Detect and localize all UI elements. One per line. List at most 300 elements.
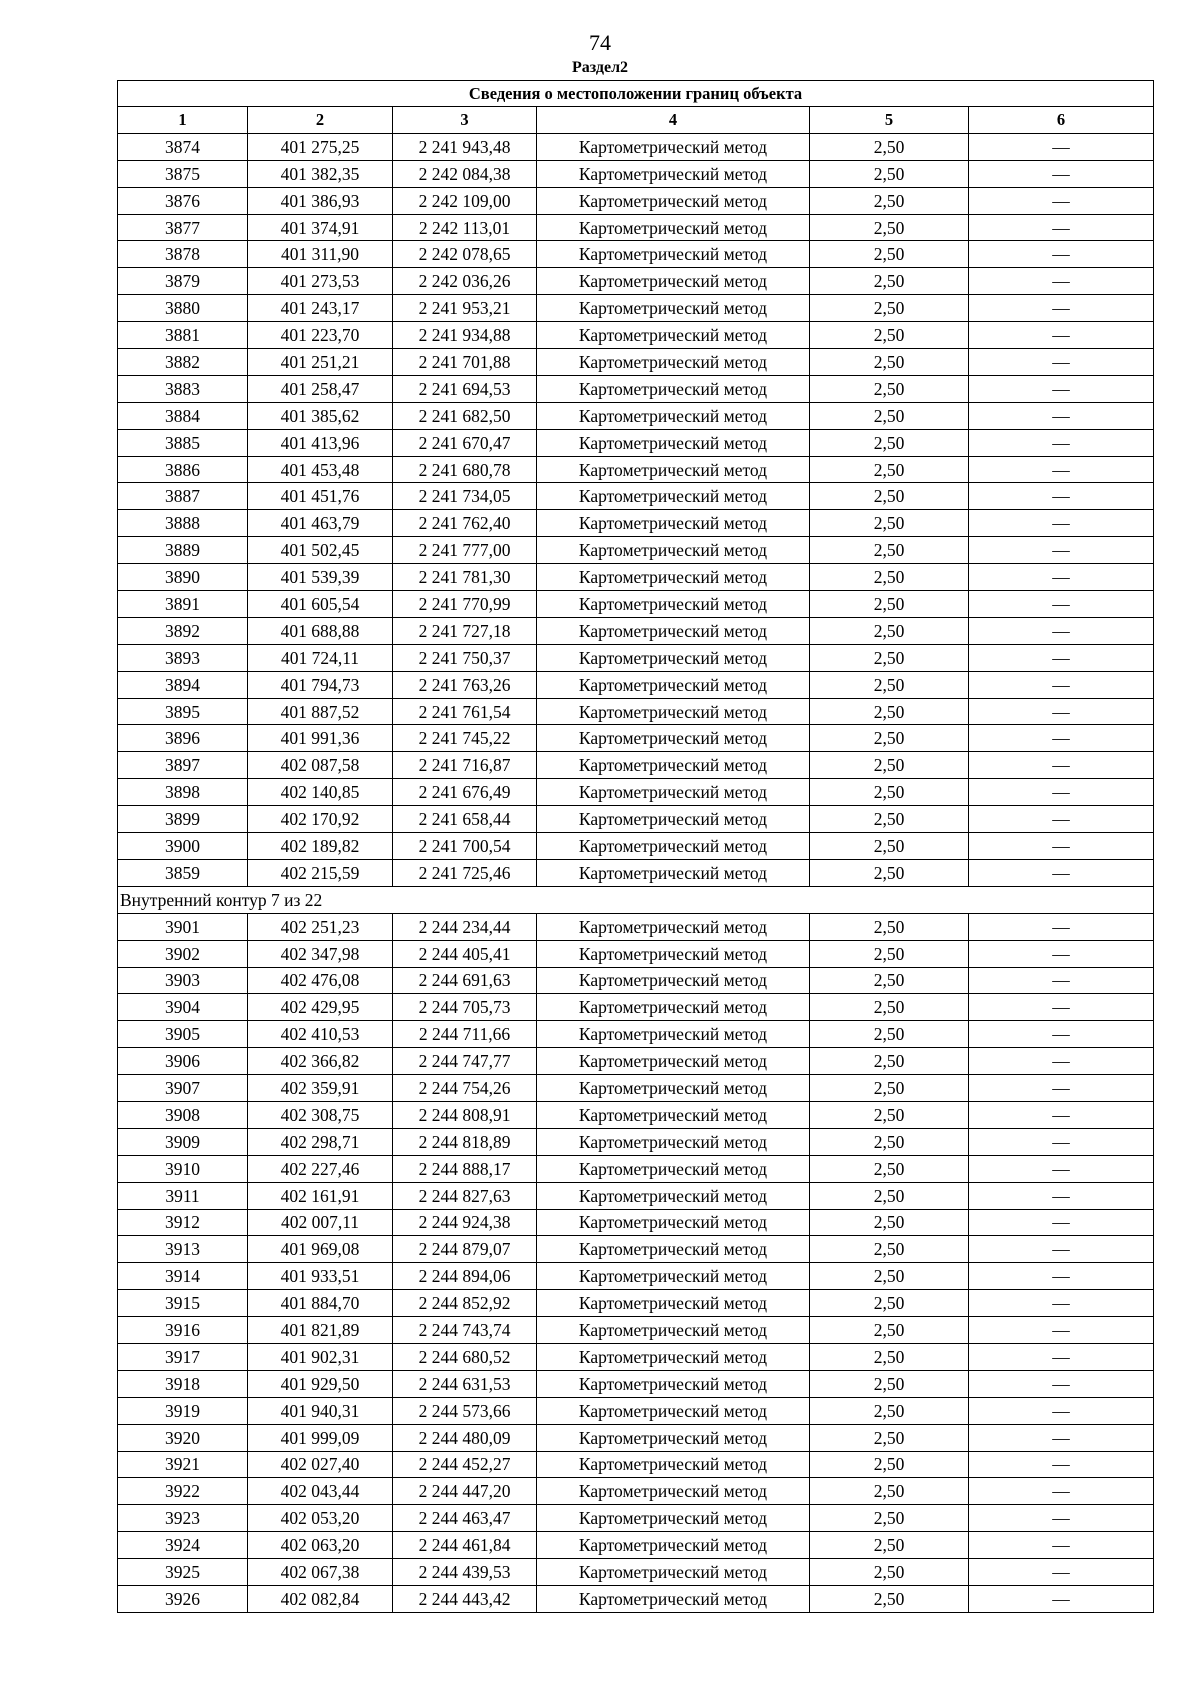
x-coordinate-cell: 401 386,93 bbox=[248, 187, 393, 214]
description-cell: — bbox=[969, 913, 1154, 940]
point-number-cell: 3880 bbox=[118, 295, 248, 322]
y-coordinate-cell: 2 244 754,26 bbox=[393, 1075, 537, 1102]
x-coordinate-cell: 402 027,40 bbox=[248, 1451, 393, 1478]
description-cell: — bbox=[969, 322, 1154, 349]
table-row bbox=[118, 1209, 1154, 1236]
y-coordinate-cell: 2 241 777,00 bbox=[393, 537, 537, 564]
method-cell: Картометрический метод bbox=[537, 1048, 810, 1075]
x-coordinate-cell: 402 087,58 bbox=[248, 752, 393, 779]
accuracy-cell: 2,50 bbox=[810, 133, 969, 160]
accuracy-cell: 2,50 bbox=[810, 833, 969, 860]
x-coordinate-cell: 401 463,79 bbox=[248, 510, 393, 537]
x-coordinate-cell: 402 429,95 bbox=[248, 994, 393, 1021]
y-coordinate-cell: 2 241 781,30 bbox=[393, 564, 537, 591]
method-cell: Картометрический метод bbox=[537, 1128, 810, 1155]
accuracy-cell: 2,50 bbox=[810, 1451, 969, 1478]
y-coordinate-cell: 2 241 725,46 bbox=[393, 859, 537, 886]
description-cell: — bbox=[969, 241, 1154, 268]
description-cell: — bbox=[969, 1505, 1154, 1532]
y-coordinate-cell: 2 244 743,74 bbox=[393, 1317, 537, 1344]
description-cell: — bbox=[969, 1075, 1154, 1102]
point-number-cell: 3912 bbox=[118, 1209, 248, 1236]
y-coordinate-cell: 2 242 078,65 bbox=[393, 241, 537, 268]
accuracy-cell: 2,50 bbox=[810, 1532, 969, 1559]
x-coordinate-cell: 401 311,90 bbox=[248, 241, 393, 268]
table-row bbox=[118, 1182, 1154, 1209]
accuracy-cell: 2,50 bbox=[810, 1370, 969, 1397]
y-coordinate-cell: 2 244 405,41 bbox=[393, 940, 537, 967]
table-row bbox=[118, 1021, 1154, 1048]
y-coordinate-cell: 2 241 694,53 bbox=[393, 375, 537, 402]
accuracy-cell: 2,50 bbox=[810, 483, 969, 510]
method-cell: Картометрический метод bbox=[537, 617, 810, 644]
method-cell: Картометрический метод bbox=[537, 1451, 810, 1478]
point-number-cell: 3925 bbox=[118, 1559, 248, 1586]
method-cell: Картометрический метод bbox=[537, 859, 810, 886]
x-coordinate-cell: 401 275,25 bbox=[248, 133, 393, 160]
y-coordinate-cell: 2 244 443,42 bbox=[393, 1585, 537, 1612]
description-cell: — bbox=[969, 375, 1154, 402]
accuracy-cell: 2,50 bbox=[810, 671, 969, 698]
accuracy-cell: 2,50 bbox=[810, 1101, 969, 1128]
y-coordinate-cell: 2 244 463,47 bbox=[393, 1505, 537, 1532]
point-number-cell: 3904 bbox=[118, 994, 248, 1021]
section-title: Раздел2 bbox=[571, 59, 629, 76]
accuracy-cell: 2,50 bbox=[810, 779, 969, 806]
description-cell: — bbox=[969, 349, 1154, 376]
accuracy-cell: 2,50 bbox=[810, 1343, 969, 1370]
table-row bbox=[118, 698, 1154, 725]
table-row bbox=[118, 1155, 1154, 1182]
point-number-cell: 3877 bbox=[118, 214, 248, 241]
y-coordinate-cell: 2 244 461,84 bbox=[393, 1532, 537, 1559]
description-cell: — bbox=[969, 1532, 1154, 1559]
column-header: 3 bbox=[393, 107, 537, 134]
description-cell: — bbox=[969, 1155, 1154, 1182]
x-coordinate-cell: 402 140,85 bbox=[248, 779, 393, 806]
accuracy-cell: 2,50 bbox=[810, 214, 969, 241]
accuracy-cell: 2,50 bbox=[810, 375, 969, 402]
page-number: 74 bbox=[589, 30, 611, 55]
y-coordinate-cell: 2 242 113,01 bbox=[393, 214, 537, 241]
x-coordinate-cell: 401 929,50 bbox=[248, 1370, 393, 1397]
x-coordinate-cell: 401 385,62 bbox=[248, 402, 393, 429]
point-number-cell: 3882 bbox=[118, 349, 248, 376]
x-coordinate-cell: 401 794,73 bbox=[248, 671, 393, 698]
table-row bbox=[118, 241, 1154, 268]
accuracy-cell: 2,50 bbox=[810, 1263, 969, 1290]
y-coordinate-cell: 2 241 934,88 bbox=[393, 322, 537, 349]
accuracy-cell: 2,50 bbox=[810, 967, 969, 994]
table-row bbox=[118, 913, 1154, 940]
x-coordinate-cell: 402 347,98 bbox=[248, 940, 393, 967]
method-cell: Картометрический метод bbox=[537, 1532, 810, 1559]
table-row bbox=[118, 617, 1154, 644]
y-coordinate-cell: 2 244 680,52 bbox=[393, 1343, 537, 1370]
table-row bbox=[118, 349, 1154, 376]
method-cell: Картометрический метод bbox=[537, 591, 810, 618]
y-coordinate-cell: 2 241 943,48 bbox=[393, 133, 537, 160]
method-cell: Картометрический метод bbox=[537, 1155, 810, 1182]
accuracy-cell: 2,50 bbox=[810, 429, 969, 456]
table-row bbox=[118, 779, 1154, 806]
table-row bbox=[118, 1478, 1154, 1505]
method-cell: Картометрический метод bbox=[537, 322, 810, 349]
table-row bbox=[118, 1263, 1154, 1290]
x-coordinate-cell: 401 902,31 bbox=[248, 1343, 393, 1370]
x-coordinate-cell: 401 374,91 bbox=[248, 214, 393, 241]
description-cell: — bbox=[969, 537, 1154, 564]
point-number-cell: 3915 bbox=[118, 1290, 248, 1317]
method-cell: Картометрический метод bbox=[537, 1182, 810, 1209]
description-cell: — bbox=[969, 564, 1154, 591]
method-cell: Картометрический метод bbox=[537, 994, 810, 1021]
description-cell: — bbox=[969, 268, 1154, 295]
method-cell: Картометрический метод bbox=[537, 1343, 810, 1370]
description-cell: — bbox=[969, 1343, 1154, 1370]
method-cell: Картометрический метод bbox=[537, 1263, 810, 1290]
method-cell: Картометрический метод bbox=[537, 1209, 810, 1236]
point-number-cell: 3891 bbox=[118, 591, 248, 618]
table-row bbox=[118, 752, 1154, 779]
method-cell: Картометрический метод bbox=[537, 349, 810, 376]
description-cell: — bbox=[969, 1209, 1154, 1236]
description-cell: — bbox=[969, 160, 1154, 187]
x-coordinate-cell: 401 821,89 bbox=[248, 1317, 393, 1344]
accuracy-cell: 2,50 bbox=[810, 1075, 969, 1102]
point-number-cell: 3903 bbox=[118, 967, 248, 994]
table-row bbox=[118, 1451, 1154, 1478]
point-number-cell: 3902 bbox=[118, 940, 248, 967]
accuracy-cell: 2,50 bbox=[810, 698, 969, 725]
accuracy-cell: 2,50 bbox=[810, 617, 969, 644]
table-row bbox=[118, 725, 1154, 752]
method-cell: Картометрический метод bbox=[537, 214, 810, 241]
point-number-cell: 3874 bbox=[118, 133, 248, 160]
x-coordinate-cell: 401 605,54 bbox=[248, 591, 393, 618]
table-row bbox=[118, 537, 1154, 564]
accuracy-cell: 2,50 bbox=[810, 1048, 969, 1075]
method-cell: Картометрический метод bbox=[537, 1478, 810, 1505]
x-coordinate-cell: 402 067,38 bbox=[248, 1559, 393, 1586]
y-coordinate-cell: 2 241 770,99 bbox=[393, 591, 537, 618]
contour-label-row bbox=[118, 886, 1154, 913]
table-row bbox=[118, 1559, 1154, 1586]
x-coordinate-cell: 402 189,82 bbox=[248, 833, 393, 860]
point-number-cell: 3921 bbox=[118, 1451, 248, 1478]
point-number-cell: 3911 bbox=[118, 1182, 248, 1209]
point-number-cell: 3887 bbox=[118, 483, 248, 510]
table-row bbox=[118, 671, 1154, 698]
description-cell: — bbox=[969, 214, 1154, 241]
description-cell: — bbox=[969, 402, 1154, 429]
point-number-cell: 3876 bbox=[118, 187, 248, 214]
x-coordinate-cell: 401 969,08 bbox=[248, 1236, 393, 1263]
point-number-cell: 3898 bbox=[118, 779, 248, 806]
x-coordinate-cell: 401 887,52 bbox=[248, 698, 393, 725]
y-coordinate-cell: 2 241 763,26 bbox=[393, 671, 537, 698]
method-cell: Картометрический метод bbox=[537, 1317, 810, 1344]
x-coordinate-cell: 402 410,53 bbox=[248, 1021, 393, 1048]
accuracy-cell: 2,50 bbox=[810, 725, 969, 752]
method-cell: Картометрический метод bbox=[537, 1559, 810, 1586]
table-caption: Сведения о местоположении границ объекта bbox=[118, 81, 1154, 107]
point-number-cell: 3918 bbox=[118, 1370, 248, 1397]
x-coordinate-cell: 401 933,51 bbox=[248, 1263, 393, 1290]
accuracy-cell: 2,50 bbox=[810, 1478, 969, 1505]
accuracy-cell: 2,50 bbox=[810, 241, 969, 268]
point-number-cell: 3896 bbox=[118, 725, 248, 752]
table-row bbox=[118, 456, 1154, 483]
description-cell: — bbox=[969, 1290, 1154, 1317]
y-coordinate-cell: 2 241 716,87 bbox=[393, 752, 537, 779]
x-coordinate-cell: 401 258,47 bbox=[248, 375, 393, 402]
table-row bbox=[118, 133, 1154, 160]
point-number-cell: 3879 bbox=[118, 268, 248, 295]
description-cell: — bbox=[969, 725, 1154, 752]
column-header: 2 bbox=[248, 107, 393, 134]
point-number-cell: 3894 bbox=[118, 671, 248, 698]
y-coordinate-cell: 2 244 894,06 bbox=[393, 1263, 537, 1290]
y-coordinate-cell: 2 241 701,88 bbox=[393, 349, 537, 376]
point-number-cell: 3913 bbox=[118, 1236, 248, 1263]
y-coordinate-cell: 2 241 761,54 bbox=[393, 698, 537, 725]
method-cell: Картометрический метод bbox=[537, 1585, 810, 1612]
point-number-cell: 3926 bbox=[118, 1585, 248, 1612]
x-coordinate-cell: 402 063,20 bbox=[248, 1532, 393, 1559]
method-cell: Картометрический метод bbox=[537, 133, 810, 160]
point-number-cell: 3924 bbox=[118, 1532, 248, 1559]
description-cell: — bbox=[969, 187, 1154, 214]
x-coordinate-cell: 401 243,17 bbox=[248, 295, 393, 322]
method-cell: Картометрический метод bbox=[537, 1370, 810, 1397]
table-row bbox=[118, 510, 1154, 537]
accuracy-cell: 2,50 bbox=[810, 1128, 969, 1155]
description-cell: — bbox=[969, 133, 1154, 160]
description-cell: — bbox=[969, 1236, 1154, 1263]
description-cell: — bbox=[969, 295, 1154, 322]
method-cell: Картометрический метод bbox=[537, 268, 810, 295]
accuracy-cell: 2,50 bbox=[810, 994, 969, 1021]
method-cell: Картометрический метод bbox=[537, 564, 810, 591]
description-cell: — bbox=[969, 994, 1154, 1021]
accuracy-cell: 2,50 bbox=[810, 591, 969, 618]
y-coordinate-cell: 2 241 727,18 bbox=[393, 617, 537, 644]
point-number-cell: 3906 bbox=[118, 1048, 248, 1075]
method-cell: Картометрический метод bbox=[537, 671, 810, 698]
x-coordinate-cell: 402 043,44 bbox=[248, 1478, 393, 1505]
y-coordinate-cell: 2 244 827,63 bbox=[393, 1182, 537, 1209]
table-row bbox=[118, 483, 1154, 510]
table-row bbox=[118, 1128, 1154, 1155]
x-coordinate-cell: 402 298,71 bbox=[248, 1128, 393, 1155]
method-cell: Картометрический метод bbox=[537, 644, 810, 671]
x-coordinate-cell: 401 502,45 bbox=[248, 537, 393, 564]
point-number-cell: 3895 bbox=[118, 698, 248, 725]
description-cell: — bbox=[969, 429, 1154, 456]
y-coordinate-cell: 2 244 924,38 bbox=[393, 1209, 537, 1236]
accuracy-cell: 2,50 bbox=[810, 537, 969, 564]
accuracy-cell: 2,50 bbox=[810, 1236, 969, 1263]
boundary-table bbox=[117, 80, 1154, 1613]
x-coordinate-cell: 402 215,59 bbox=[248, 859, 393, 886]
table-row bbox=[118, 859, 1154, 886]
description-cell: — bbox=[969, 752, 1154, 779]
y-coordinate-cell: 2 244 888,17 bbox=[393, 1155, 537, 1182]
y-coordinate-cell: 2 242 084,38 bbox=[393, 160, 537, 187]
point-number-cell: 3905 bbox=[118, 1021, 248, 1048]
method-cell: Картометрический метод bbox=[537, 1075, 810, 1102]
accuracy-cell: 2,50 bbox=[810, 1317, 969, 1344]
point-number-cell: 3888 bbox=[118, 510, 248, 537]
method-cell: Картометрический метод bbox=[537, 1236, 810, 1263]
description-cell: — bbox=[969, 1263, 1154, 1290]
table-row bbox=[118, 1290, 1154, 1317]
table-row bbox=[118, 1505, 1154, 1532]
accuracy-cell: 2,50 bbox=[810, 295, 969, 322]
table-row bbox=[118, 564, 1154, 591]
description-cell: — bbox=[969, 1478, 1154, 1505]
x-coordinate-cell: 401 539,39 bbox=[248, 564, 393, 591]
y-coordinate-cell: 2 241 682,50 bbox=[393, 402, 537, 429]
table-row bbox=[118, 187, 1154, 214]
method-cell: Картометрический метод bbox=[537, 833, 810, 860]
point-number-cell: 3883 bbox=[118, 375, 248, 402]
x-coordinate-cell: 402 227,46 bbox=[248, 1155, 393, 1182]
accuracy-cell: 2,50 bbox=[810, 1585, 969, 1612]
accuracy-cell: 2,50 bbox=[810, 1021, 969, 1048]
point-number-cell: 3916 bbox=[118, 1317, 248, 1344]
point-number-cell: 3884 bbox=[118, 402, 248, 429]
y-coordinate-cell: 2 241 750,37 bbox=[393, 644, 537, 671]
table-row bbox=[118, 1585, 1154, 1612]
x-coordinate-cell: 401 273,53 bbox=[248, 268, 393, 295]
accuracy-cell: 2,50 bbox=[810, 859, 969, 886]
description-cell: — bbox=[969, 591, 1154, 618]
description-cell: — bbox=[969, 1451, 1154, 1478]
x-coordinate-cell: 401 940,31 bbox=[248, 1397, 393, 1424]
method-cell: Картометрический метод bbox=[537, 1505, 810, 1532]
method-cell: Картометрический метод bbox=[537, 295, 810, 322]
accuracy-cell: 2,50 bbox=[810, 1182, 969, 1209]
table-header-row bbox=[118, 107, 1154, 134]
y-coordinate-cell: 2 244 747,77 bbox=[393, 1048, 537, 1075]
description-cell: — bbox=[969, 1317, 1154, 1344]
point-number-cell: 3859 bbox=[118, 859, 248, 886]
accuracy-cell: 2,50 bbox=[810, 752, 969, 779]
accuracy-cell: 2,50 bbox=[810, 268, 969, 295]
point-number-cell: 3907 bbox=[118, 1075, 248, 1102]
x-coordinate-cell: 401 999,09 bbox=[248, 1424, 393, 1451]
description-cell: — bbox=[969, 510, 1154, 537]
y-coordinate-cell: 2 241 953,21 bbox=[393, 295, 537, 322]
description-cell: — bbox=[969, 779, 1154, 806]
method-cell: Картометрический метод bbox=[537, 725, 810, 752]
y-coordinate-cell: 2 244 705,73 bbox=[393, 994, 537, 1021]
method-cell: Картометрический метод bbox=[537, 483, 810, 510]
table-row bbox=[118, 1397, 1154, 1424]
table-row bbox=[118, 1317, 1154, 1344]
point-number-cell: 3878 bbox=[118, 241, 248, 268]
x-coordinate-cell: 401 413,96 bbox=[248, 429, 393, 456]
y-coordinate-cell: 2 242 109,00 bbox=[393, 187, 537, 214]
method-cell: Картометрический метод bbox=[537, 806, 810, 833]
point-number-cell: 3910 bbox=[118, 1155, 248, 1182]
description-cell: — bbox=[969, 698, 1154, 725]
x-coordinate-cell: 402 007,11 bbox=[248, 1209, 393, 1236]
description-cell: — bbox=[969, 483, 1154, 510]
x-coordinate-cell: 402 366,82 bbox=[248, 1048, 393, 1075]
method-cell: Картометрический метод bbox=[537, 698, 810, 725]
point-number-cell: 3893 bbox=[118, 644, 248, 671]
accuracy-cell: 2,50 bbox=[810, 349, 969, 376]
accuracy-cell: 2,50 bbox=[810, 564, 969, 591]
point-number-cell: 3923 bbox=[118, 1505, 248, 1532]
y-coordinate-cell: 2 242 036,26 bbox=[393, 268, 537, 295]
table-row bbox=[118, 429, 1154, 456]
x-coordinate-cell: 401 251,21 bbox=[248, 349, 393, 376]
x-coordinate-cell: 401 451,76 bbox=[248, 483, 393, 510]
description-cell: — bbox=[969, 1585, 1154, 1612]
y-coordinate-cell: 2 244 439,53 bbox=[393, 1559, 537, 1586]
y-coordinate-cell: 2 244 631,53 bbox=[393, 1370, 537, 1397]
y-coordinate-cell: 2 244 711,66 bbox=[393, 1021, 537, 1048]
accuracy-cell: 2,50 bbox=[810, 1290, 969, 1317]
method-cell: Картометрический метод bbox=[537, 1290, 810, 1317]
point-number-cell: 3897 bbox=[118, 752, 248, 779]
description-cell: — bbox=[969, 1048, 1154, 1075]
table-caption-row bbox=[118, 81, 1154, 107]
y-coordinate-cell: 2 244 808,91 bbox=[393, 1101, 537, 1128]
x-coordinate-cell: 401 724,11 bbox=[248, 644, 393, 671]
y-coordinate-cell: 2 241 762,40 bbox=[393, 510, 537, 537]
contour-label: Внутренний контур 7 из 22 bbox=[118, 886, 1154, 913]
table-row bbox=[118, 214, 1154, 241]
y-coordinate-cell: 2 241 734,05 bbox=[393, 483, 537, 510]
description-cell: — bbox=[969, 1397, 1154, 1424]
point-number-cell: 3889 bbox=[118, 537, 248, 564]
description-cell: — bbox=[969, 644, 1154, 671]
point-number-cell: 3885 bbox=[118, 429, 248, 456]
table-row bbox=[118, 375, 1154, 402]
method-cell: Картометрический метод bbox=[537, 1021, 810, 1048]
point-number-cell: 3919 bbox=[118, 1397, 248, 1424]
accuracy-cell: 2,50 bbox=[810, 1397, 969, 1424]
y-coordinate-cell: 2 244 573,66 bbox=[393, 1397, 537, 1424]
point-number-cell: 3901 bbox=[118, 913, 248, 940]
method-cell: Картометрический метод bbox=[537, 1424, 810, 1451]
point-number-cell: 3914 bbox=[118, 1263, 248, 1290]
x-coordinate-cell: 402 359,91 bbox=[248, 1075, 393, 1102]
y-coordinate-cell: 2 244 234,44 bbox=[393, 913, 537, 940]
x-coordinate-cell: 401 688,88 bbox=[248, 617, 393, 644]
table-row bbox=[118, 967, 1154, 994]
point-number-cell: 3899 bbox=[118, 806, 248, 833]
method-cell: Картометрический метод bbox=[537, 241, 810, 268]
x-coordinate-cell: 401 453,48 bbox=[248, 456, 393, 483]
method-cell: Картометрический метод bbox=[537, 402, 810, 429]
y-coordinate-cell: 2 241 676,49 bbox=[393, 779, 537, 806]
method-cell: Картометрический метод bbox=[537, 1101, 810, 1128]
table-row bbox=[118, 1236, 1154, 1263]
table-row bbox=[118, 644, 1154, 671]
accuracy-cell: 2,50 bbox=[810, 913, 969, 940]
x-coordinate-cell: 402 053,20 bbox=[248, 1505, 393, 1532]
point-number-cell: 3920 bbox=[118, 1424, 248, 1451]
method-cell: Картометрический метод bbox=[537, 375, 810, 402]
accuracy-cell: 2,50 bbox=[810, 940, 969, 967]
x-coordinate-cell: 402 161,91 bbox=[248, 1182, 393, 1209]
